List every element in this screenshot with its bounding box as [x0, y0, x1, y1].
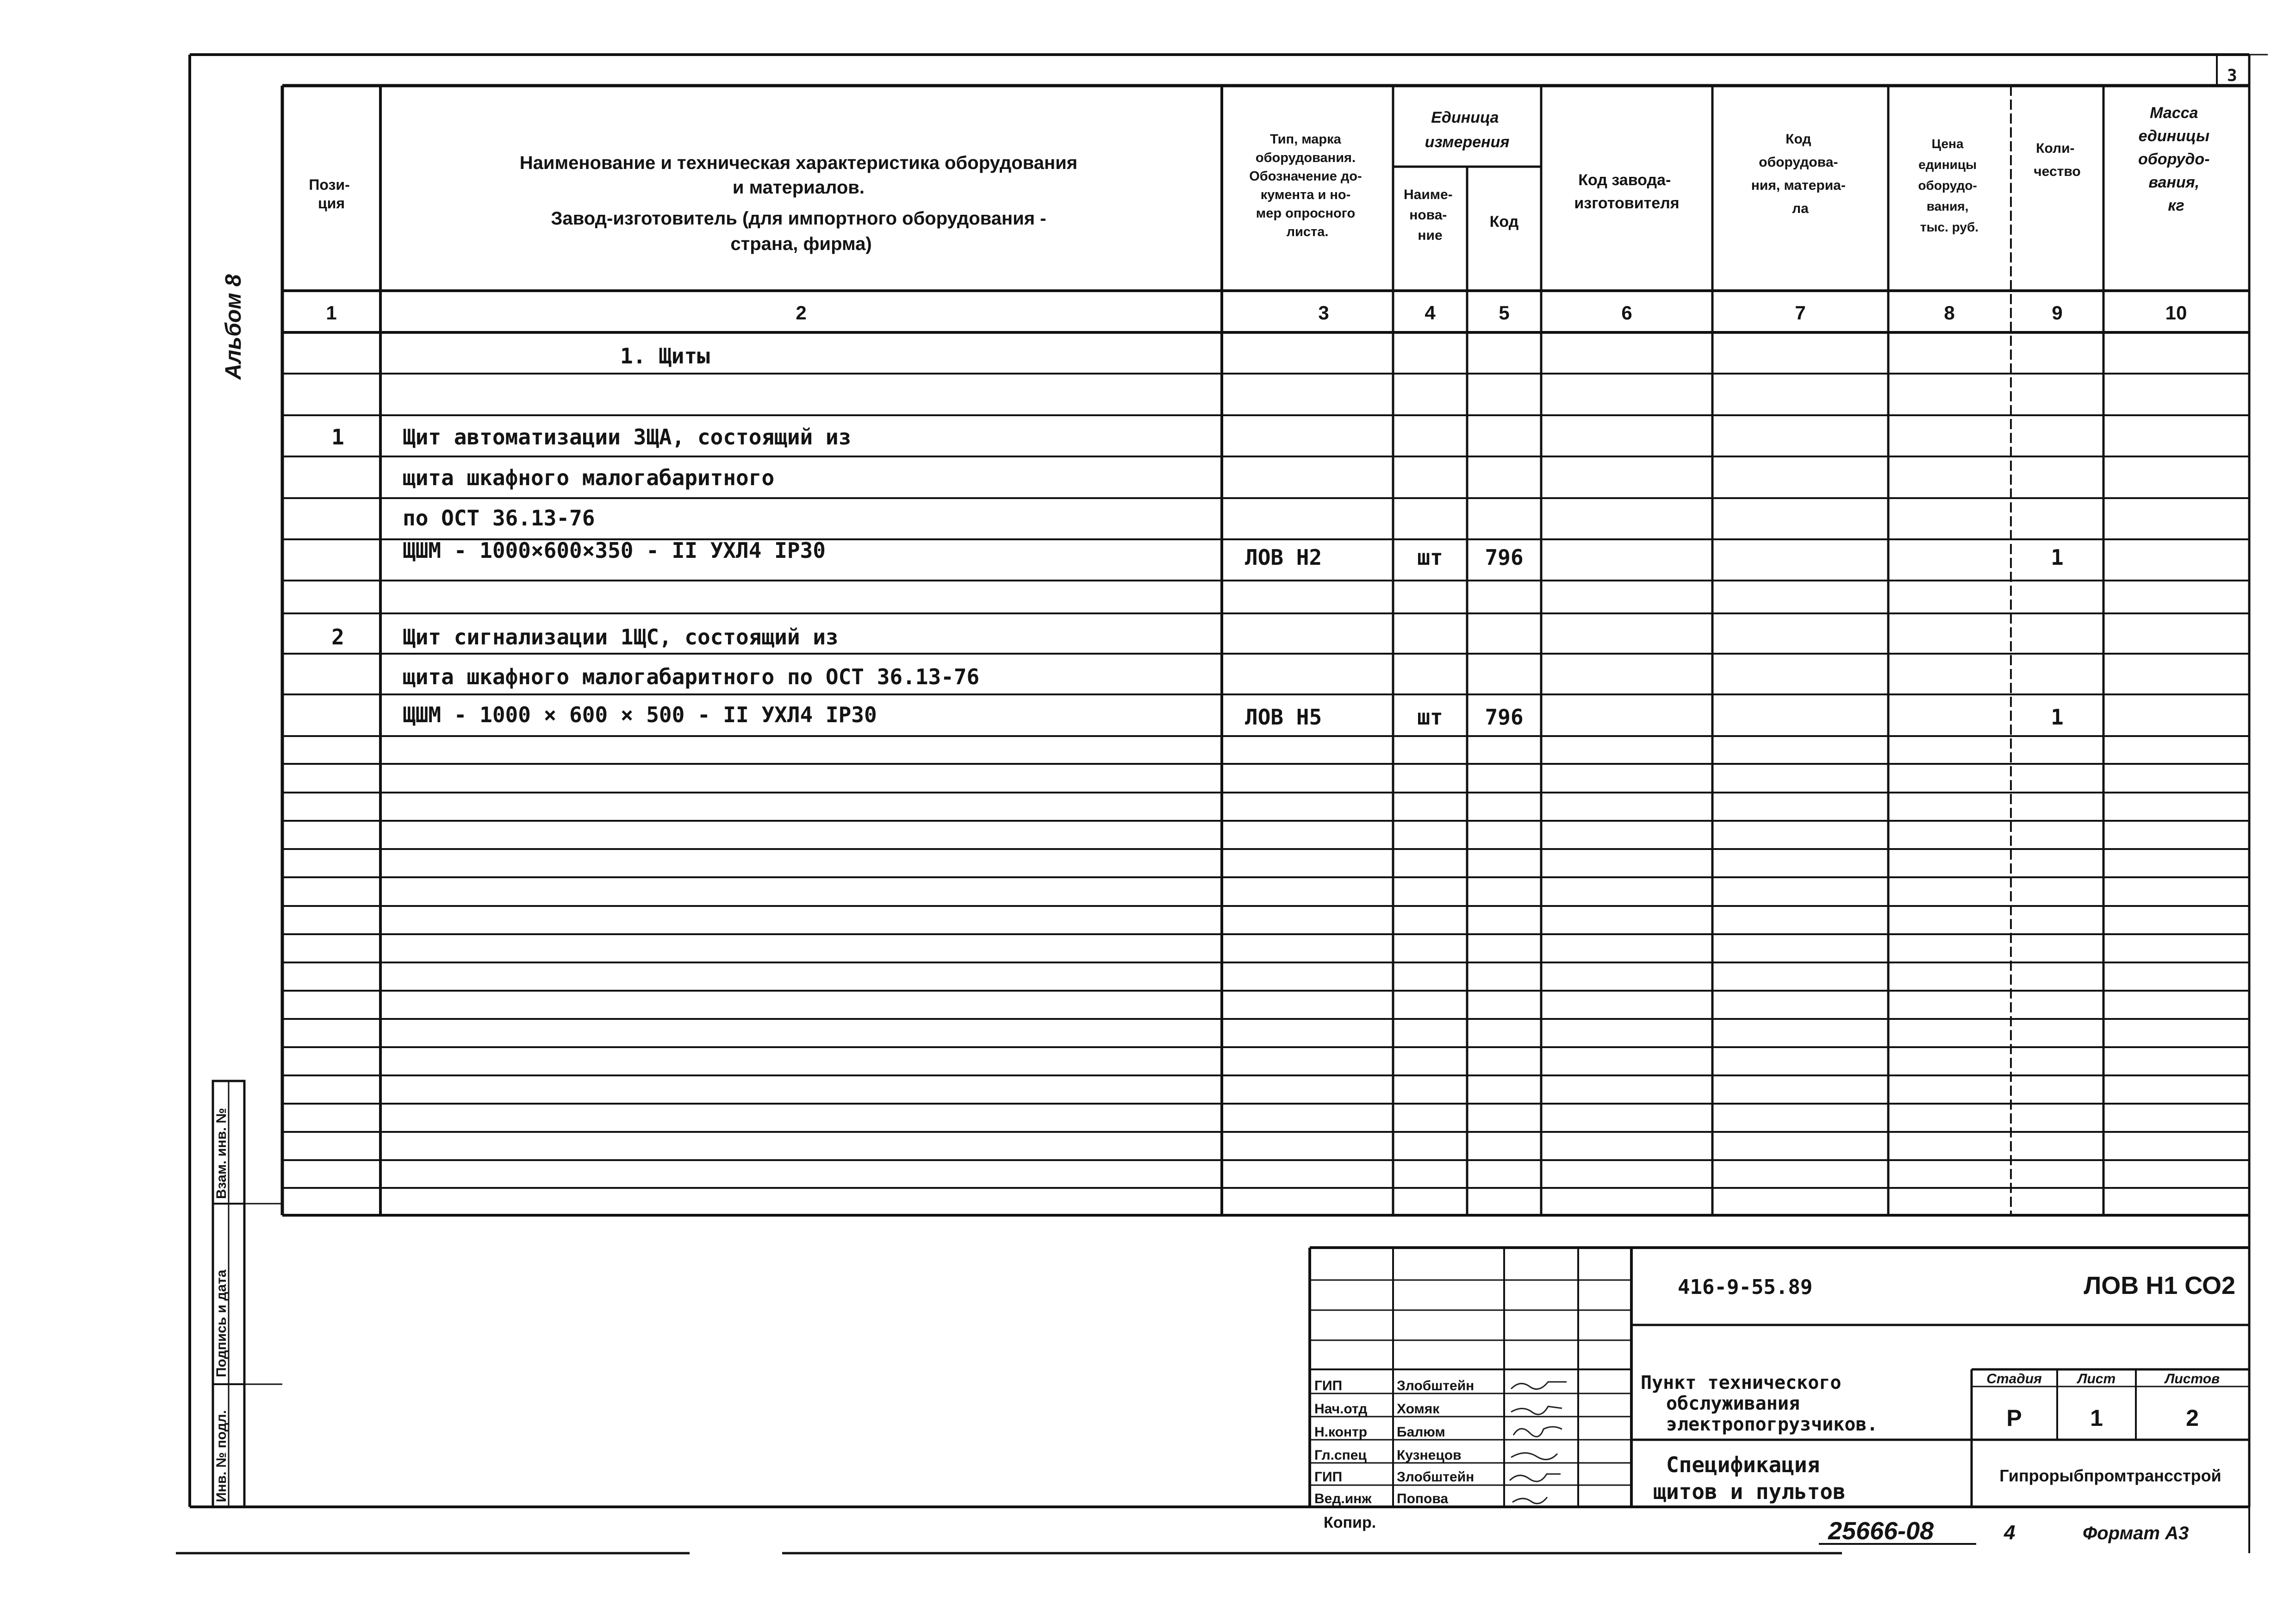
- header-price: Цена единицы оборудо- вания, тыс. руб.: [1918, 137, 1979, 234]
- row-name: щита шкафного малогабаритного: [403, 465, 775, 490]
- archive-page: 4: [2004, 1521, 2016, 1544]
- header-unit-code: Код: [1489, 213, 1519, 231]
- header-type: Тип, марка оборудования. Обозначение до- кумента и но- мер опросного листа.: [1249, 132, 1362, 239]
- signature-name: Попова: [1397, 1491, 1449, 1506]
- row-name: Щит сигнализации 1ЩС, состоящий из: [403, 625, 839, 650]
- sheet-value: 1: [2090, 1405, 2103, 1431]
- sheets-value: 2: [2186, 1405, 2199, 1431]
- doc-number: 416-9-55.89: [1678, 1275, 1813, 1299]
- colnum-3: 3: [1318, 302, 1329, 324]
- header-position: Пози- ция: [309, 176, 350, 212]
- row-unit: шт: [1417, 705, 1443, 730]
- header-unit-name: Наиме- нова- ние: [1403, 187, 1453, 243]
- sheets-label: Листов: [2165, 1371, 2220, 1387]
- row-name: щита шкафного малогабаритного по ОСТ 36.13-76: [403, 664, 980, 689]
- left-stamp: [213, 1081, 282, 1507]
- row-quantity: 1: [2051, 705, 2064, 730]
- title-block: [1310, 1248, 2249, 1507]
- colnum-5: 5: [1499, 302, 1510, 324]
- signature-role: Н.контр: [1314, 1424, 1368, 1440]
- table-row: [331, 425, 851, 450]
- row-unit: шт: [1417, 545, 1443, 570]
- header-name: Наименование и техническая характеристика оборудования и материалов. Завод-изготовитель (для импортного оборудования - страна, фирма): [519, 153, 1078, 254]
- signature-role: Нач.отд: [1314, 1401, 1368, 1417]
- colnum-9: 9: [2052, 302, 2063, 324]
- row-type: ЛОВ Н5: [1245, 705, 1322, 730]
- table-row: [403, 465, 774, 490]
- organization: Гипрорыбпромтрансстрой: [1999, 1466, 2221, 1485]
- table-row: [403, 506, 595, 531]
- stamp-inventory: Инв. № подл.: [214, 1410, 229, 1502]
- signature-name: Балюм: [1397, 1424, 1445, 1440]
- signature-role: Вед.инж: [1314, 1491, 1372, 1506]
- colnum-2: 2: [796, 302, 807, 324]
- format-label: Формат А3: [2083, 1523, 2189, 1543]
- signature-name: Злобштейн: [1397, 1378, 1475, 1393]
- document-title: Спецификация щитов и пультов: [1653, 1452, 1846, 1504]
- row-type: ЛОВ Н2: [1245, 545, 1322, 570]
- signature-role: ГИП: [1314, 1469, 1343, 1485]
- stage-label: Стадия: [1986, 1371, 2042, 1387]
- table-body: [331, 344, 2064, 730]
- column-lines: [380, 86, 2103, 1215]
- table-row: [403, 664, 979, 689]
- signature-name: Хомяк: [1397, 1401, 1440, 1417]
- colnum-6: 6: [1621, 302, 1632, 324]
- row-position: 1: [331, 425, 344, 450]
- signature-role: ГИП: [1314, 1378, 1343, 1393]
- colnum-8: 8: [1944, 302, 1955, 324]
- row-name: ЩШМ - 1000×600×350 - II УХЛ4 IP30: [403, 538, 826, 563]
- signature-name: Кузнецов: [1397, 1448, 1462, 1463]
- row-unit-code: 796: [1485, 545, 1524, 570]
- column-number-row: [326, 302, 2187, 324]
- signature-list: [1314, 1378, 1474, 1506]
- header-mass: Масса единицы оборудо- вания, кг: [2138, 104, 2210, 214]
- project-title: Пункт технического обслуживания электропогрузчиков.: [1641, 1372, 1878, 1435]
- side-note: Альбом 8: [221, 274, 246, 380]
- table-frame: [282, 86, 2249, 1215]
- table-row: [403, 702, 2064, 730]
- colnum-1: 1: [326, 302, 337, 324]
- header-quantity: Коли- чество: [2034, 141, 2081, 179]
- table-row: [331, 625, 838, 650]
- signature-name: Злобштейн: [1397, 1469, 1475, 1485]
- table-row: [620, 344, 710, 369]
- row-position: 2: [331, 625, 344, 650]
- table-row: [403, 538, 2064, 570]
- colnum-10: 10: [2165, 302, 2187, 324]
- archive-number: 25666-08: [1828, 1517, 1934, 1545]
- stamp-signature-date: Подпись и дата: [214, 1269, 229, 1377]
- row-lines: [282, 374, 2249, 1188]
- copied-label: Копир.: [1324, 1514, 1376, 1531]
- row-name: по ОСТ 36.13-76: [403, 506, 595, 531]
- row-name: ЩШМ - 1000 × 600 × 500 - II УХЛ4 IP30: [403, 702, 877, 727]
- row-quantity: 1: [2051, 545, 2064, 570]
- colnum-4: 4: [1425, 302, 1436, 324]
- bottom-margin: [1324, 1514, 2189, 1545]
- colnum-7: 7: [1795, 302, 1806, 324]
- signature-role: Гл.спец: [1314, 1448, 1367, 1463]
- header-unit-group: Единица измерения: [1425, 109, 1510, 151]
- row-name: Щит автоматизации 3ЩА, состоящий из: [403, 425, 852, 450]
- sheet-code: ЛОВ Н1 СО2: [2084, 1272, 2235, 1299]
- header-plant-code: Код завода- изготовителя: [1574, 171, 1680, 212]
- sheet-corner-number: 3: [2227, 66, 2237, 85]
- row-name: 1. Щиты: [620, 344, 710, 369]
- stamp-replaced: Взам. инв. №: [214, 1108, 229, 1199]
- row-unit-code: 796: [1485, 705, 1524, 730]
- header-equipment-code: Код оборудова- ния, материа- ла: [1751, 131, 1846, 216]
- sheet-label: Лист: [2077, 1371, 2116, 1387]
- stage-value: Р: [2006, 1405, 2022, 1431]
- column-headers: [309, 104, 2214, 254]
